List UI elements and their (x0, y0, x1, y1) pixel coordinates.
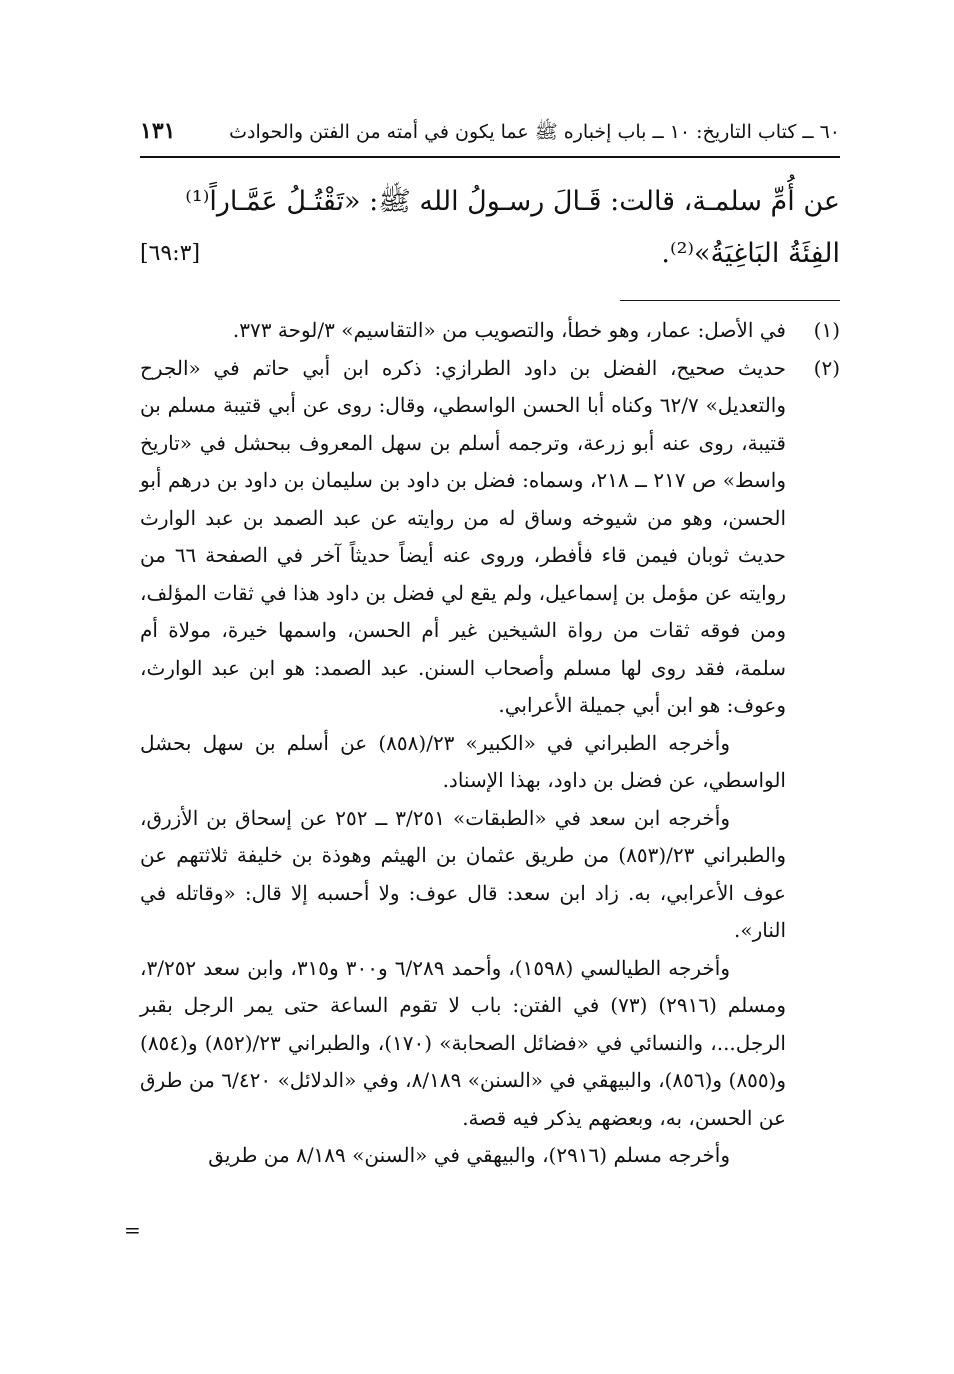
footnote-2-paragraph-2: وأخرجه الطبراني في «الكبير» ٢٣/(٨٥٨) عن أسلم بن سهل بحشل الواسطي، عن فضل بن داود، بهذا الإسناد. (140, 730, 786, 792)
footnote-1 (140, 312, 840, 350)
footnote-1-marker: (١) (813, 318, 840, 342)
footnote-2 (140, 350, 840, 1175)
page-number: ١٣١ (140, 118, 176, 144)
running-header (140, 118, 840, 150)
footnote-1-text: في الأصل: عمار، وهو خطأ، والتصويب من «التقاسيم» ٣/لوحة ٣٧٣. (232, 318, 786, 342)
main-line-1: عن أُمِّ سلمـة، قالت: قَـالَ رسـولُ الله ﷺ: «تَقْتُـلُ عَمَّـاراً⁽¹⁾ (185, 186, 840, 217)
footnote-2-marker: (٢) (813, 355, 840, 380)
footnote-2-text: حديث صحيح، الفضل بن داود الطرازي: ذكره ابن أبي حاتم في «الجرح والتعديل» ٦٢/٧ وكناه أبا الحسن الواسطي، وقال: روى عن أبي قتيبة مسلم بن قتيبة، روى عنه أبو زرعة، وترجمه أسلم بن سهل المعروف ببحشل في «تاريخ واسط» ص ٢١٧ ــ ٢١٨، وسماه: فضل بن داود بن سليمان بن داود بن درهم أبو الحسن، وهو من شيوخه وساق له من روايته عن عبد الصمد بن عبد الوارث حديث ثوبان فيمن قاء فأفطر، وروى عنه أيضاً حديثاً آخر في الصفحة ٦٦ من روايته عن مؤمل بن إسماعيل، ولم يقع لي فضل بن داود هذا في ثقات المؤلف، ومن فوقه ثقات من رواة الشيخين غير أم الحسن، واسمها خيرة، مولاة أم سلمة، فقد روى لها مسلم وأصحاب السنن. عبد الصمد: هو ابن عبد الوارث، وعوف: هو ابن أبي جميلة الأعرابي. (140, 355, 787, 717)
continuation-mark: = (124, 1218, 141, 1242)
hadith-reference: [٦٩:٣] (140, 241, 201, 266)
header-title: ٦٠ ــ كتاب التاريخ: ١٠ ــ باب إخباره ﷺ عما يكون في أمته من الفتن والحوادث (229, 121, 840, 143)
main-text (140, 176, 840, 280)
header-divider (140, 156, 840, 158)
footnote-2-paragraph-3: وأخرجه ابن سعد في «الطبقات» ٣/٢٥١ ــ ٢٥٢ عن إسحاق بن الأزرق، والطبراني ٢٣/(٨٥٣) من طريق عثمان بن الهيثم وهوذة بن خليفة ثلاثتهم عن عوف الأعرابي، به. زاد ابن سعد: قال عوف: ولا أحسبه إلا قال: «وقاتله في النار». (140, 805, 786, 942)
footnote-2-paragraph-4: وأخرجه الطيالسي (١٥٩٨)، وأحمد ٦/٢٨٩ و٣٠٠ و٣١٥، وابن سعد ٣/٢٥٢، ومسلم (٢٩١٦) (٧٣) في الفتن: باب لا تقوم الساعة حتى يمر الرجل بقبر الرجل...، والنسائي في «فضائل الصحابة» (١٧٠)، والطبراني ٢٣/(٨٥٢) و(٨٥٤) و(٨٥٥) و(٨٥٦)، والبيهقي في «السنن» ٨/١٨٩، وفي «الدلائل» ٦/٤٢٠ من طرق عن الحسن، به، وبعضهم يذكر فيه قصة. (140, 955, 787, 1130)
footnotes (140, 312, 840, 1175)
footnote-divider (620, 300, 840, 301)
footnote-2-paragraph-5: وأخرجه مسلم (٢٩١٦)، والبيهقي في «السنن» ٨/١٨٩ من طريق (208, 1143, 730, 1167)
main-line-2: الفِئَةُ البَاغِيَةُ»⁽²⁾. (661, 238, 840, 269)
